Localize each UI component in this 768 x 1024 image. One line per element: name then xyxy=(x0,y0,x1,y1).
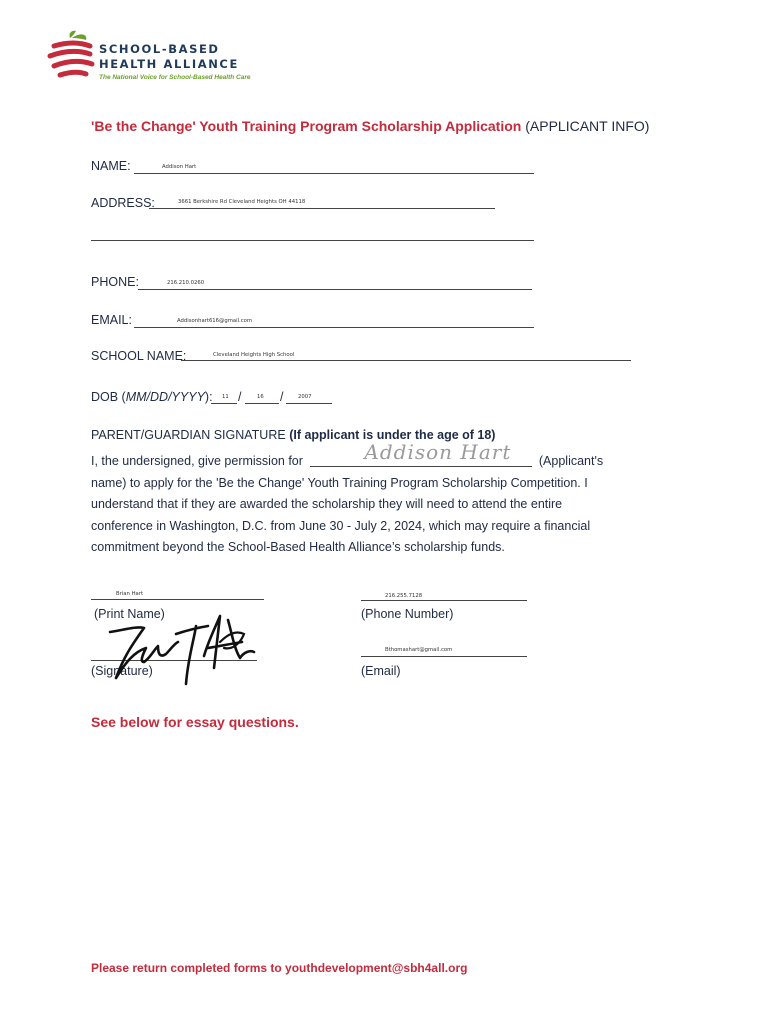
print-name-label: (Print Name) xyxy=(94,607,165,621)
guardian-heading-bold: (If applicant is under the age of 18) xyxy=(289,428,496,442)
guardian-phone-label: (Phone Number) xyxy=(361,607,454,621)
address-field[interactable]: 3661 Berkshire Rd Cleveland Heights OH 44118 xyxy=(178,199,306,205)
essay-note: See below for essay questions. xyxy=(91,714,299,730)
signature-label: (Signature) xyxy=(91,664,153,678)
dob-label xyxy=(91,390,213,404)
applicant-name-blank[interactable] xyxy=(310,440,532,467)
dob-year-line xyxy=(286,403,332,404)
guardian-line-4: conference in Washington, D.C. from June 30 - July 2, 2024, which may require a financial xyxy=(91,518,591,533)
print-name-field[interactable]: Brian Hart xyxy=(116,591,144,597)
email-label: EMAIL: xyxy=(91,313,132,327)
apple-logo-icon xyxy=(46,28,100,84)
dob-day-field[interactable]: 16 xyxy=(257,394,264,400)
school-line xyxy=(181,360,631,361)
logo-name-line2: HEALTH ALLIANCE xyxy=(99,57,239,71)
guardian-para-rest-1: (Applicant's xyxy=(538,454,604,468)
signature-scribble-icon xyxy=(104,612,264,692)
dob-format: MM/DD/YYYY xyxy=(125,390,205,404)
guardian-heading-text: PARENT/GUARDIAN SIGNATURE xyxy=(91,428,286,442)
dob-month-line xyxy=(211,403,237,404)
guardian-email-field[interactable]: Bthomashart@gmail.com xyxy=(385,647,453,653)
email-line xyxy=(134,327,534,328)
school-field[interactable]: Cleveland Heights High School xyxy=(213,352,295,358)
phone-label: PHONE: xyxy=(91,275,139,289)
email-field[interactable]: Addisonhart616@gmail.com xyxy=(177,318,253,324)
address-line xyxy=(149,208,495,209)
dob-label-suffix: ): xyxy=(204,390,213,404)
phone-line xyxy=(138,289,532,290)
guardian-email-line xyxy=(361,656,527,657)
guardian-line-5: commitment beyond the School-Based Health Alliance’s scholarship funds. xyxy=(91,540,505,554)
footer-note: Please return completed forms to youthdevelopment@sbh4all.org xyxy=(91,961,468,975)
guardian-phone-field[interactable]: 216.255.7128 xyxy=(385,593,423,599)
address-line-2 xyxy=(91,240,534,241)
logo-tagline: The National Voice for School-Based Health Care xyxy=(99,74,251,81)
guardian-phone-line xyxy=(361,600,527,601)
form-title xyxy=(91,118,649,134)
dob-year-field[interactable]: 2007 xyxy=(298,394,312,400)
guardian-email-label: (Email) xyxy=(361,664,401,678)
name-line xyxy=(134,173,534,174)
print-name-line xyxy=(91,599,264,600)
address-label: ADDRESS: xyxy=(91,196,155,210)
guardian-para-start: I, the undersigned, give permission for xyxy=(91,454,303,468)
dob-month-field[interactable]: 11 xyxy=(222,394,229,400)
name-label: NAME: xyxy=(91,159,131,173)
logo-name-line1: SCHOOL-BASED xyxy=(99,42,220,56)
logo xyxy=(46,28,100,84)
applicant-handwritten-name: Addison Hart xyxy=(364,440,512,464)
form-title-main: 'Be the Change' Youth Training Program Scholarship Application xyxy=(91,118,522,134)
guardian-line-3: understand that if they are awarded the scholarship they will need to attend the entire xyxy=(91,497,563,511)
guardian-line-2: name) to apply for the 'Be the Change' Youth Training Program Scholarship Competition. I xyxy=(91,475,588,490)
school-label: SCHOOL NAME: xyxy=(91,349,187,363)
phone-field[interactable]: 216.210.0260 xyxy=(167,280,205,286)
dob-day-line xyxy=(245,403,279,404)
name-field[interactable]: Addison Hart xyxy=(162,164,197,170)
handwritten-signature[interactable] xyxy=(104,612,264,692)
guardian-line-1 xyxy=(91,440,651,473)
dob-sep-1: / xyxy=(238,390,242,404)
form-title-suffix: (APPLICANT INFO) xyxy=(525,118,650,134)
dob-label-prefix: DOB ( xyxy=(91,390,126,404)
dob-sep-2: / xyxy=(280,390,284,404)
guardian-paragraph xyxy=(91,440,651,559)
